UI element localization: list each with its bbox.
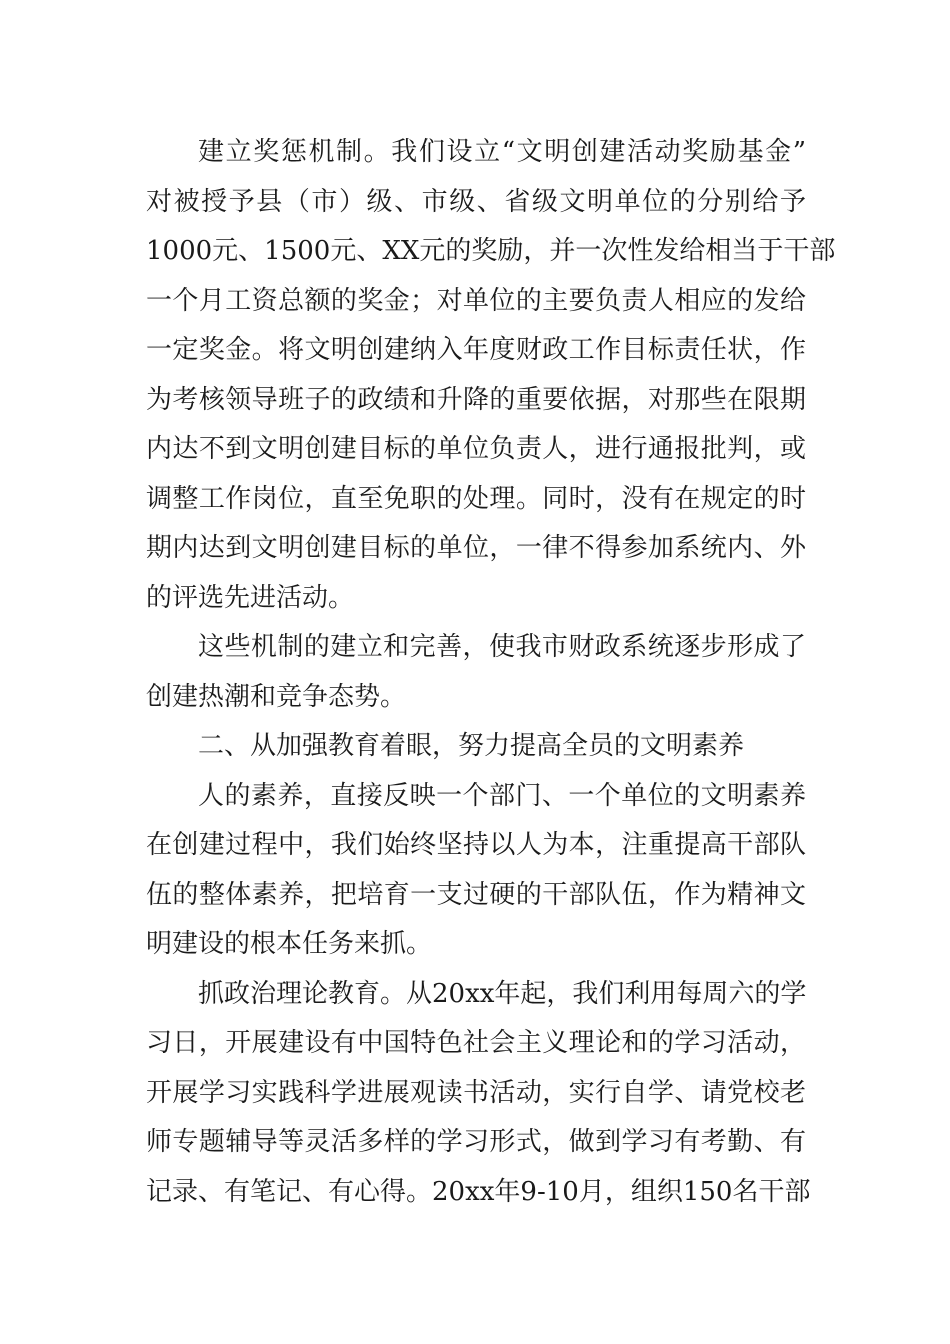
text-line: 一定奖金。将文明创建纳入年度财政工作目标责任状，作: [146, 335, 806, 365]
text-line: 内达不到文明创建目标的单位负责人，进行通报批判，或: [146, 434, 806, 464]
text-line: 习日，开展建设有中国特色社会主义理论和的学习活动，: [146, 1028, 806, 1058]
para-political-education: [146, 970, 811, 1218]
section-heading: 二、从加强教育着眼，努力提高全员的文明素养: [198, 731, 745, 761]
text-line: 1000元、1500元、XX元的奖励，并一次性发给相当于干部: [146, 236, 836, 266]
text-line: 对被授予县（市）级、市级、省级文明单位的分别给予: [146, 186, 806, 217]
text-line: 明建设的根本任务来抓。: [146, 929, 433, 959]
text-line: 开展学习实践科学进展观读书活动，实行自学、请党校老: [146, 1077, 806, 1108]
para-reward-mechanism: [146, 128, 836, 623]
text-line: 师专题辅导等灵活多样的学习形式，做到学习有考勤、有: [146, 1127, 806, 1157]
text-line: 为考核领导班子的政绩和升降的重要依据，对那些在限期: [146, 384, 806, 415]
text-line: 在创建过程中，我们始终坚持以人为本，注重提高干部队: [146, 830, 806, 860]
para-mechanism-result: [146, 623, 806, 722]
text-line: 创建热潮和竞争态势。: [146, 681, 407, 712]
document-body: [146, 128, 836, 1217]
text-line: 抓政治理论教育。从20xx年起，我们利用每周六的学: [198, 978, 807, 1009]
section-heading-2: [146, 722, 806, 772]
text-line: 的评选先进活动。: [146, 582, 355, 613]
para-human-quality: [146, 772, 806, 970]
text-line: 人的素养，直接反映一个部门、一个单位的文明素养: [198, 780, 806, 811]
text-line: 伍的整体素养，把培育一支过硬的干部队伍，作为精神文: [146, 879, 806, 910]
text-line: 建立奖惩机制。我们设立“文明创建活动奖励基金”: [198, 137, 806, 167]
text-line: 这些机制的建立和完善，使我市财政系统逐步形成了: [198, 632, 806, 662]
text-line: 调整工作岗位，直至免职的处理。同时，没有在规定的时: [146, 483, 806, 514]
text-line: 一个月工资总额的奖金；对单位的主要负责人相应的发给: [146, 285, 806, 316]
text-line: 记录、有笔记、有心得。20xx年9-10月，组织150名干部: [146, 1176, 811, 1207]
text-line: 期内达到文明创建目标的单位，一律不得参加系统内、外: [146, 533, 806, 563]
